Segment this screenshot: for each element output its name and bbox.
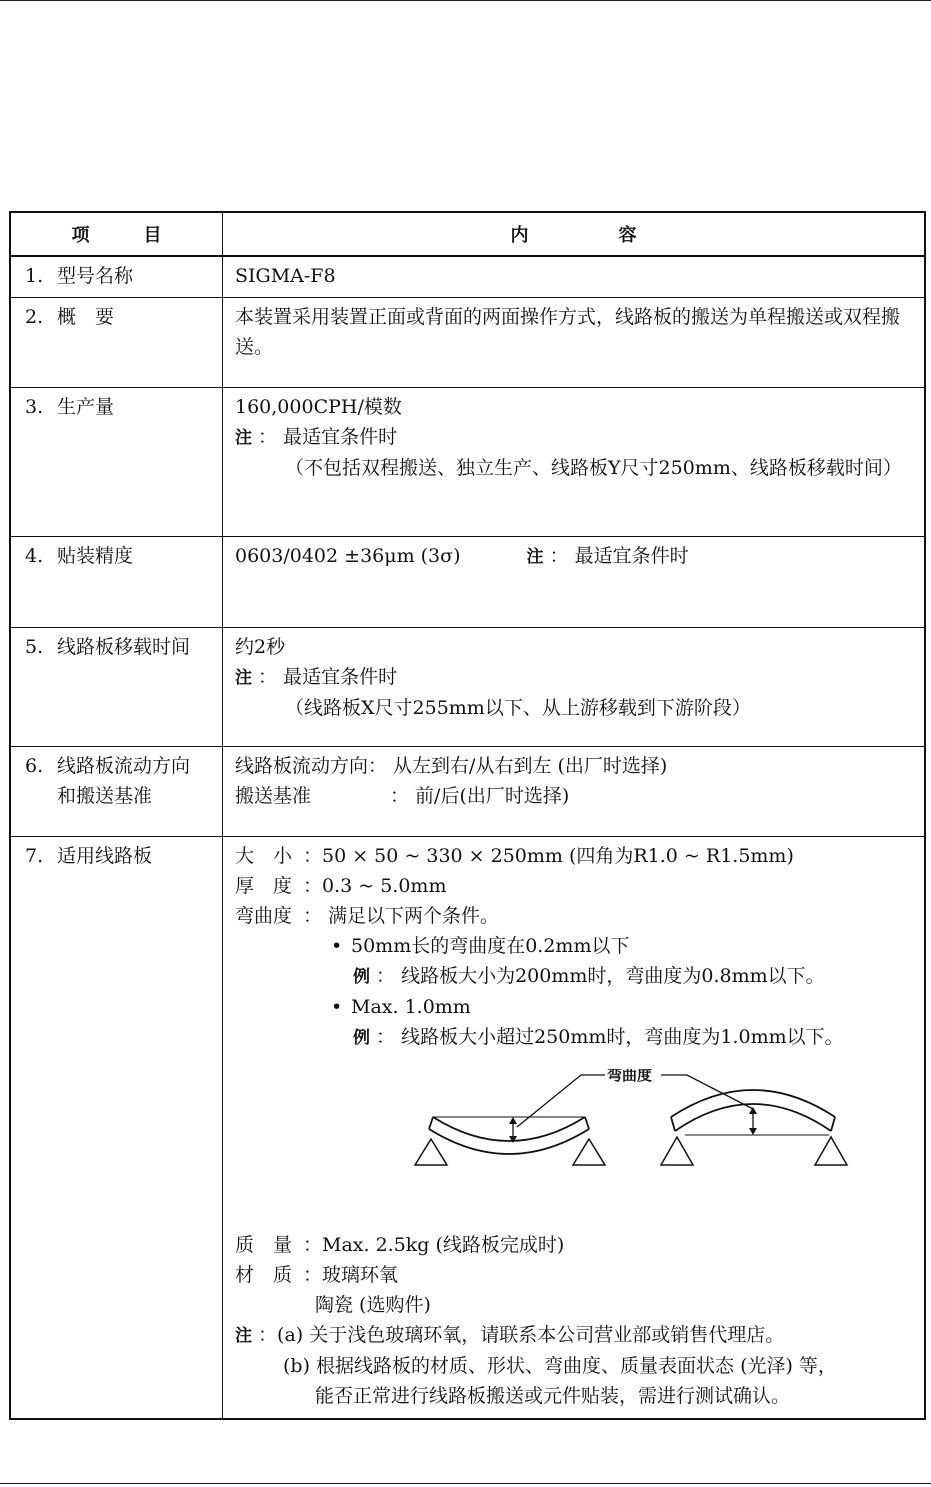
- header-item: 项 目: [10, 212, 223, 256]
- support-right-1: [661, 1137, 693, 1165]
- bottom-rule: [0, 1483, 931, 1484]
- bullet-icon: •: [331, 995, 343, 1018]
- row-label: 1. 型号名称: [10, 256, 223, 297]
- table-row: [10, 627, 925, 746]
- row-label: 5. 线路板移载时间: [10, 627, 223, 746]
- table-row: [10, 536, 925, 627]
- row-content: 0603/0402 ±36μm (3σ) 注 ： 最适宜条件时: [223, 536, 926, 627]
- sag-board-bottom: [433, 1117, 585, 1141]
- row-content: 160,000CPH/模数 注 ： 最适宜条件时 （不包括双程搬送、独立生产、线路板Y尺寸250mm、线路板移载时间）: [223, 387, 926, 536]
- support-right-2: [815, 1137, 847, 1165]
- row-content: 本装置采用装置正面或背面的两面操作方式，线路板的搬送为单程搬送或双程搬送。: [223, 297, 926, 387]
- row-content: 大 小 ：50 × 50 ~ 330 × 250mm (四角为R1.0 ~ R1.5mm) 厚 度 ：0.3 ~ 5.0mm 弯曲度 ： 满足以下两个条件。 • 50mm长的弯曲度在0.2mm以下 例 ： 线路板大小为200mm时，弯曲度为0.8mm以下。 • Max. 1.0mm 例 ： 线路板大小超过250mm时，弯曲度为1.0mm以下。 弯曲度 质 量 ：Max. 2.5kg (线路板完成时) 材 质 ：玻璃环氧 陶瓷 (选购件) 注 ：(a) 关于浅色玻璃环氧，请联系本公司营业部或销售代理店。 (b) 根据线路板的材质、形状、弯曲度、质量表面状态 (光泽) 等， 能否正常进行线路板搬送或元件贴装，需进行测试确认。: [223, 836, 926, 1419]
- table-row: [10, 387, 925, 536]
- row-label: 7. 适用线路板: [10, 836, 223, 1419]
- table-row: [10, 256, 925, 297]
- header-content: 内 容: [223, 212, 926, 256]
- row-label: 2. 概 要: [10, 297, 223, 387]
- row-label: 4. 贴装精度: [10, 536, 223, 627]
- support-left-1: [415, 1139, 447, 1165]
- row-content: SIGMA-F8: [223, 256, 926, 297]
- support-left-2: [573, 1139, 605, 1165]
- warp-diagram: [409, 1069, 914, 1188]
- table-row: [10, 746, 925, 836]
- warp-diagram-svg: [409, 1069, 859, 1179]
- diagram-label: 弯曲度: [607, 1068, 653, 1084]
- row-label: 6. 线路板流动方向 和搬送基准: [10, 746, 223, 836]
- row-label: 3. 生产量: [10, 387, 223, 536]
- table-row: [10, 297, 925, 387]
- row-content: 线路板流动方向： 从左到右/从右到左 (出厂时选择) 搬送基准 ： 前/后(出厂时选择): [223, 746, 926, 836]
- bullet-icon: •: [331, 934, 343, 957]
- spec-table: [9, 211, 926, 1420]
- table-row: [10, 836, 925, 1419]
- header-row: [10, 212, 925, 256]
- top-rule: [0, 0, 931, 1]
- row-content: 约2秒 注 ： 最适宜条件时 （线路板X尺寸255mm以下、从上游移载到下游阶段）: [223, 627, 926, 746]
